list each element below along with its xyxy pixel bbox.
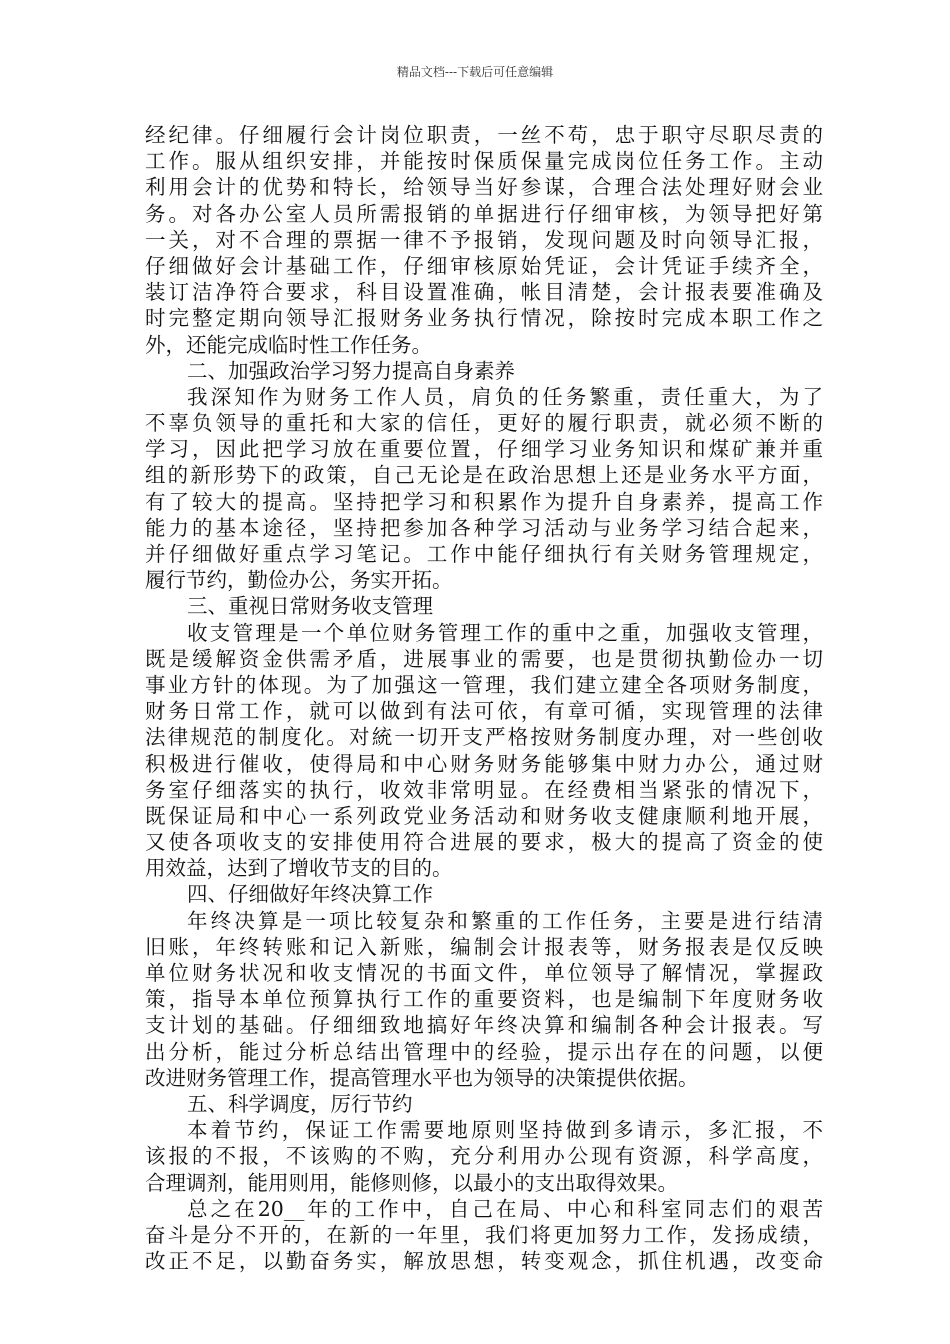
text-line: 支计划的基础。仔细细致地搞好年终决算和编制各种会计报表。写 — [145, 1013, 823, 1038]
text-line: 年终决算是一项比较复杂和繁重的工作任务，主要是进行结清 — [187, 908, 823, 933]
text-line: 本着节约，保证工作需要地原则坚持做到多请示，多汇报，不 — [187, 1118, 823, 1143]
text-line: 合理调剂，能用则用，能修则修，以最小的支出取得效果。 — [145, 1170, 678, 1195]
section-heading: 四、仔细做好年终决算工作 — [187, 882, 433, 907]
text-line: 仔细做好会计基础工作，仔细审核原始凭证，会计凭证手续齐全， — [145, 253, 823, 278]
text-line: 单位财务状况和收支情况的书面文件，单位领导了解情况，掌握政 — [145, 961, 823, 985]
text-line: 不辜负领导的重托和大家的信任，更好的履行职责，就必须不断的 — [145, 411, 823, 436]
text-line: 履行节约，勤俭办公，务实开拓。 — [145, 568, 453, 593]
text-line: 一关，对不合理的票据一律不予报销，发现问题及时向领导汇报， — [145, 227, 823, 252]
section-heading: 二、加强政治学习努力提高自身素养 — [187, 358, 515, 383]
text-line: 法律规范的制度化。对統一切开支严格按财务制度办理，对一些创收 — [145, 725, 823, 750]
text-line: 既是缓解资金供需矛盾，进展事业的需要，也是贯彻执勤俭办一切 — [145, 646, 823, 671]
text-line: 务。对各办公室人员所需报销的单据进行仔细审核，为领导把好第 — [145, 201, 823, 226]
text-line: 策，指导本单位预算执行工作的重要资料，也是编制下年度财务收 — [145, 987, 823, 1012]
text-line: 积极进行催收，使得局和中心财务财务能够集中财力办公，通过财 — [145, 751, 823, 776]
text-line: 改正不足，以勤奋务实，解放思想，转变观念，抓住机遇，改变命 — [145, 1249, 823, 1274]
section-heading: 五、科学调度，厉行节约 — [187, 1091, 413, 1116]
text-line: 学习，因此把学习放在重要位置，仔细学习业务知识和煤矿兼并重 — [145, 437, 823, 462]
text-line: 既保证局和中心一系列政党业务活动和财务收支健康顺利地开展， — [145, 803, 823, 828]
text-line: 我深知作为财务工作人员，肩负的任务繁重，责任重大，为了 — [187, 384, 823, 409]
text-line: 外，还能完成临时性工作任务。 — [145, 332, 432, 357]
text-line: 并仔细做好重点学习笔记。工作中能仔细执行有关财务管理规定， — [145, 542, 823, 566]
text-line: 用效益，达到了增收节支的目的。 — [145, 856, 453, 881]
section-heading: 三、重视日常财务收支管理 — [187, 594, 433, 619]
page-header: 精品文档---下载后可任意编辑 — [396, 65, 554, 79]
text-line: 事业方针的体现。为了加强这一管理，我们建立建全各项财务制度， — [145, 672, 823, 697]
text-line: 旧账，年终转账和记入新账，编制会计报表等，财务报表是仅反映 — [145, 934, 823, 959]
text-line: 务室仔细落实的执行，收效非常明显。在经费相当紧张的情况下， — [145, 777, 823, 802]
text-line: 能力的基本途径，坚持把参加各种学习活动与业务学习结合起来， — [145, 515, 823, 540]
text-line: 出分析，能过分析总结出管理中的经验，提示出存在的问题，以便 — [145, 1039, 823, 1064]
text-line: 装订洁净符合要求，科目设置准确，帐目清楚，会计报表要准确及 — [145, 280, 823, 305]
document-body — [145, 122, 823, 1274]
text-line: 又使各项收支的安排使用符合进展的要求，极大的提高了资金的使 — [145, 830, 823, 855]
text-line: 利用会计的优势和特长，给领导当好参谋，合理合法处理好财会业 — [145, 175, 823, 200]
text-line: 财务日常工作，就可以做到有法可依，有章可循，实现管理的法律 — [145, 699, 823, 724]
text-line: 总之在20__年的工作中，自己在局、中心和科室同志们的艰苦 — [187, 1196, 823, 1221]
text-line: 时完整定期向领导汇报财务业务执行情况，除按时完成本职工作之 — [145, 306, 823, 331]
text-line: 经纪律。仔细履行会计岗位职责，一丝不苟，忠于职守尽职尽责的 — [145, 123, 823, 147]
text-line: 改进财务管理工作，提高管理水平也为领导的决策提供依据。 — [145, 1065, 699, 1090]
text-line: 组的新形势下的政策，自己无论是在政治思想上还是业务水平方面， — [145, 463, 823, 488]
text-line: 该报的不报，不该购的不购，充分利用办公现有资源，科学高度， — [145, 1144, 823, 1169]
text-line: 收支管理是一个单位财务管理工作的重中之重，加强收支管理， — [187, 620, 823, 645]
text-line: 奋斗是分不开的，在新的一年里，我们将更加努力工作，发扬成绩， — [145, 1222, 823, 1247]
text-line: 工作。服从组织安排，并能按时保质保量完成岗位任务工作。主动 — [145, 149, 823, 174]
text-line: 有了较大的提高。坚持把学习和积累作为提升自身素养，提高工作 — [145, 489, 823, 514]
